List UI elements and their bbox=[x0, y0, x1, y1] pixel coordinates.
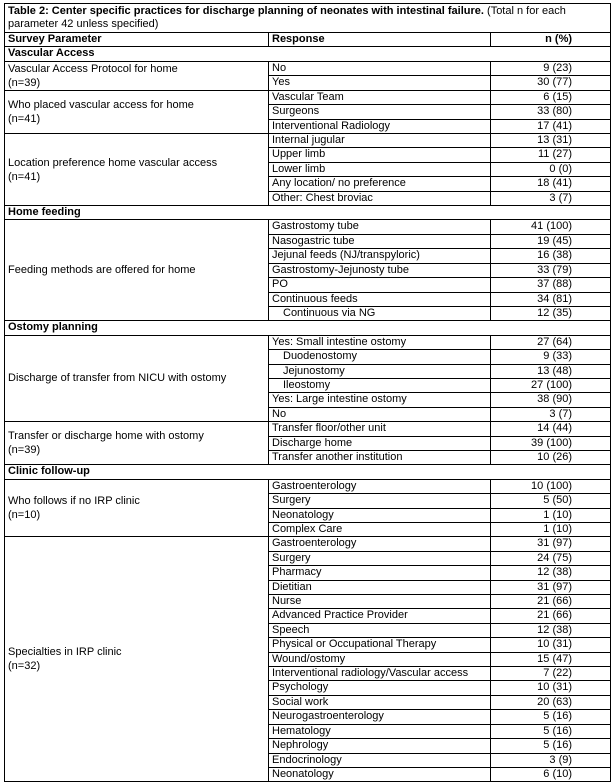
response-cell: Hematology bbox=[269, 724, 491, 738]
count-percent-cell: 5 (50) bbox=[491, 494, 611, 508]
parameter-label: Who follows if no IRP clinic bbox=[8, 495, 140, 508]
parameter-label: Who placed vascular access for home bbox=[8, 98, 194, 111]
count-percent-cell: 33 (79) bbox=[491, 263, 611, 277]
parameter-sample-size: (n=39) bbox=[8, 76, 41, 89]
count-percent-cell: 13 (48) bbox=[491, 364, 611, 378]
response-cell: Gastroenterology bbox=[269, 479, 491, 493]
count-percent-cell: 11 (27) bbox=[491, 148, 611, 162]
response-cell: Gastroenterology bbox=[269, 537, 491, 551]
parameter-label: Feeding methods are offered for home bbox=[8, 264, 196, 277]
survey-parameter-cell bbox=[5, 479, 269, 537]
response-cell: No bbox=[269, 407, 491, 421]
table-row bbox=[5, 479, 611, 493]
response-cell: Nasogastric tube bbox=[269, 234, 491, 248]
response-cell: Any location/ no preference bbox=[269, 177, 491, 191]
count-percent-cell: 31 (97) bbox=[491, 537, 611, 551]
section-row bbox=[5, 321, 611, 335]
caption-row bbox=[5, 4, 611, 33]
section-title: Ostomy planning bbox=[5, 321, 611, 335]
count-percent-cell: 10 (26) bbox=[491, 450, 611, 464]
count-percent-cell: 19 (45) bbox=[491, 234, 611, 248]
count-percent-cell: 1 (10) bbox=[491, 508, 611, 522]
section-title: Vascular Access bbox=[5, 47, 611, 61]
count-percent-cell: 9 (23) bbox=[491, 61, 611, 76]
response-cell: Complex Care bbox=[269, 523, 491, 537]
survey-parameter-cell bbox=[5, 335, 269, 421]
response-cell: PO bbox=[269, 278, 491, 292]
table-row bbox=[5, 90, 611, 104]
response-cell: Social work bbox=[269, 695, 491, 709]
header-response: Response bbox=[269, 33, 491, 47]
count-percent-cell: 9 (33) bbox=[491, 350, 611, 364]
count-percent-cell: 41 (100) bbox=[491, 220, 611, 234]
parameter-sample-size: (n=41) bbox=[8, 170, 41, 183]
count-percent-cell: 6 (10) bbox=[491, 767, 611, 781]
parameter-label: Transfer or discharge home with ostomy bbox=[8, 430, 204, 443]
count-percent-cell: 14 (44) bbox=[491, 422, 611, 436]
count-percent-cell: 12 (35) bbox=[491, 306, 611, 320]
response-cell: Neonatology bbox=[269, 508, 491, 522]
count-percent-cell: 27 (100) bbox=[491, 378, 611, 392]
response-cell: Endocrinology bbox=[269, 753, 491, 767]
response-cell: Gastrostomy-Jejunosty tube bbox=[269, 263, 491, 277]
count-percent-cell: 16 (38) bbox=[491, 249, 611, 263]
survey-parameter-cell bbox=[5, 537, 269, 782]
table-row bbox=[5, 134, 611, 148]
survey-parameter-cell bbox=[5, 422, 269, 465]
count-percent-cell: 10 (100) bbox=[491, 479, 611, 493]
count-percent-cell: 20 (63) bbox=[491, 695, 611, 709]
parameter-label: Vascular Access Protocol for home bbox=[8, 62, 178, 75]
survey-parameter-cell bbox=[5, 220, 269, 321]
count-percent-cell: 10 (31) bbox=[491, 681, 611, 695]
count-percent-cell: 3 (7) bbox=[491, 407, 611, 421]
parameter-sample-size: (n=10) bbox=[8, 509, 41, 522]
response-cell: Transfer floor/other unit bbox=[269, 422, 491, 436]
survey-parameter-cell bbox=[5, 134, 269, 206]
response-cell: Psychology bbox=[269, 681, 491, 695]
response-cell: Continuous via NG bbox=[269, 306, 491, 320]
count-percent-cell: 0 (0) bbox=[491, 162, 611, 176]
section-row bbox=[5, 206, 611, 220]
survey-parameter-cell bbox=[5, 61, 269, 90]
count-percent-cell: 17 (41) bbox=[491, 119, 611, 133]
count-percent-cell: 21 (66) bbox=[491, 609, 611, 623]
response-cell: Duodenostomy bbox=[269, 350, 491, 364]
count-percent-cell: 6 (15) bbox=[491, 90, 611, 104]
response-cell: Neonatology bbox=[269, 767, 491, 781]
response-cell: Yes bbox=[269, 76, 491, 91]
table-row bbox=[5, 537, 611, 551]
table-container bbox=[4, 3, 610, 782]
response-cell: Vascular Team bbox=[269, 90, 491, 104]
response-cell: Dietitian bbox=[269, 580, 491, 594]
response-cell: Jejunal feeds (NJ/transpyloric) bbox=[269, 249, 491, 263]
count-percent-cell: 12 (38) bbox=[491, 623, 611, 637]
response-cell: Other: Chest broviac bbox=[269, 191, 491, 205]
section-title: Clinic follow-up bbox=[5, 465, 611, 479]
count-percent-cell: 37 (88) bbox=[491, 278, 611, 292]
parameter-label: Location preference home vascular access bbox=[8, 156, 218, 169]
count-percent-cell: 5 (16) bbox=[491, 710, 611, 724]
count-percent-cell: 7 (22) bbox=[491, 667, 611, 681]
count-percent-cell: 3 (9) bbox=[491, 753, 611, 767]
parameter-label: Specialties in IRP clinic bbox=[8, 646, 122, 659]
count-percent-cell: 5 (16) bbox=[491, 724, 611, 738]
table-row bbox=[5, 220, 611, 234]
parameter-sample-size: (n=39) bbox=[8, 444, 41, 457]
count-percent-cell: 27 (64) bbox=[491, 335, 611, 349]
response-cell: Pharmacy bbox=[269, 566, 491, 580]
response-cell: Nephrology bbox=[269, 739, 491, 753]
table-row bbox=[5, 61, 611, 76]
response-cell: Surgery bbox=[269, 551, 491, 565]
response-cell: Ileostomy bbox=[269, 378, 491, 392]
count-percent-cell: 1 (10) bbox=[491, 523, 611, 537]
caption-note: (Total n for each parameter 42 unless specified) bbox=[8, 5, 566, 30]
response-cell: Upper limb bbox=[269, 148, 491, 162]
count-percent-cell: 12 (38) bbox=[491, 566, 611, 580]
response-cell: Gastrostomy tube bbox=[269, 220, 491, 234]
count-percent-cell: 31 (97) bbox=[491, 580, 611, 594]
response-cell: Neurogastroenterology bbox=[269, 710, 491, 724]
parameter-label: Discharge of transfer from NICU with ostomy bbox=[8, 372, 227, 385]
response-cell: Physical or Occupational Therapy bbox=[269, 638, 491, 652]
response-cell: Advanced Practice Provider bbox=[269, 609, 491, 623]
count-percent-cell: 3 (7) bbox=[491, 191, 611, 205]
count-percent-cell: 15 (47) bbox=[491, 652, 611, 666]
response-cell: Yes: Small intestine ostomy bbox=[269, 335, 491, 349]
discharge-planning-table bbox=[4, 3, 611, 782]
response-cell: Internal jugular bbox=[269, 134, 491, 148]
parameter-sample-size: (n=41) bbox=[8, 112, 41, 125]
table-caption bbox=[5, 4, 611, 33]
response-cell: Nurse bbox=[269, 595, 491, 609]
section-title: Home feeding bbox=[5, 206, 611, 220]
caption-title: Table 2: Center specific practices for discharge planning of neonates with intestinal failure. bbox=[8, 5, 484, 17]
count-percent-cell: 33 (80) bbox=[491, 105, 611, 119]
response-cell: Interventional Radiology bbox=[269, 119, 491, 133]
response-cell: Surgery bbox=[269, 494, 491, 508]
survey-parameter-cell bbox=[5, 90, 269, 133]
response-cell: Speech bbox=[269, 623, 491, 637]
count-percent-cell: 39 (100) bbox=[491, 436, 611, 450]
count-percent-cell: 24 (75) bbox=[491, 551, 611, 565]
count-percent-cell: 10 (31) bbox=[491, 638, 611, 652]
table-row bbox=[5, 422, 611, 436]
header-row bbox=[5, 33, 611, 47]
count-percent-cell: 38 (90) bbox=[491, 393, 611, 407]
response-cell: Jejunostomy bbox=[269, 364, 491, 378]
count-percent-cell: 30 (77) bbox=[491, 76, 611, 91]
table-row bbox=[5, 335, 611, 349]
header-survey-parameter: Survey Parameter bbox=[5, 33, 269, 47]
response-cell: Yes: Large intestine ostomy bbox=[269, 393, 491, 407]
response-cell: Wound/ostomy bbox=[269, 652, 491, 666]
count-percent-cell: 21 (66) bbox=[491, 595, 611, 609]
section-row bbox=[5, 465, 611, 479]
header-n-percent: n (%) bbox=[491, 33, 611, 47]
count-percent-cell: 13 (31) bbox=[491, 134, 611, 148]
section-row bbox=[5, 47, 611, 61]
response-cell: No bbox=[269, 61, 491, 76]
response-cell: Continuous feeds bbox=[269, 292, 491, 306]
parameter-sample-size: (n=32) bbox=[8, 660, 41, 673]
response-cell: Transfer another institution bbox=[269, 450, 491, 464]
response-cell: Interventional radiology/Vascular access bbox=[269, 667, 491, 681]
count-percent-cell: 34 (81) bbox=[491, 292, 611, 306]
count-percent-cell: 5 (16) bbox=[491, 739, 611, 753]
count-percent-cell: 18 (41) bbox=[491, 177, 611, 191]
response-cell: Discharge home bbox=[269, 436, 491, 450]
response-cell: Lower limb bbox=[269, 162, 491, 176]
response-cell: Surgeons bbox=[269, 105, 491, 119]
